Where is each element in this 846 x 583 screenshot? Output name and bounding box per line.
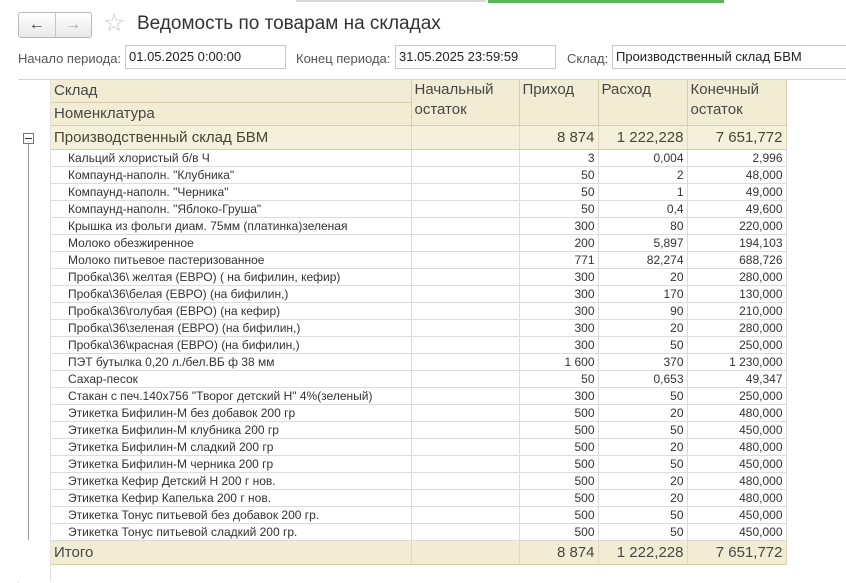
item-closing: 194,103 [687, 235, 786, 252]
item-income: 500 [519, 456, 598, 473]
item-closing: 450,000 [687, 524, 786, 541]
item-opening [411, 388, 519, 405]
item-expense: 20 [598, 473, 687, 490]
item-income: 1 600 [519, 354, 598, 371]
table-row[interactable] [51, 439, 786, 456]
item-name: Молоко питьевое пастеризованное [51, 252, 411, 269]
item-opening [411, 252, 519, 269]
item-closing: 130,000 [687, 286, 786, 303]
item-closing: 480,000 [687, 473, 786, 490]
item-income: 500 [519, 473, 598, 490]
item-income: 500 [519, 422, 598, 439]
item-opening [411, 286, 519, 303]
start-period-label: Начало периода: [18, 51, 122, 66]
item-name: Пробка\36\ желтая (ЕВРО) ( на бифилин, кефир) [51, 269, 411, 286]
item-name: Этикетка Бифилин-М черника 200 гр [51, 456, 411, 473]
item-name: Этикетка Бифилин-М клубника 200 гр [51, 422, 411, 439]
item-name: Этикетка Кефир Капелька 200 г нов. [51, 490, 411, 507]
item-income: 500 [519, 524, 598, 541]
item-opening [411, 490, 519, 507]
item-closing: 250,000 [687, 337, 786, 354]
table-row[interactable] [51, 405, 786, 422]
table-row[interactable] [51, 507, 786, 524]
item-opening [411, 439, 519, 456]
item-income: 771 [519, 252, 598, 269]
item-income: 300 [519, 388, 598, 405]
item-expense: 0,004 [598, 150, 687, 167]
arrow-left-icon: ← [28, 16, 45, 33]
item-name: Крышка из фольги диам. 75мм (платинка)зеленая [51, 218, 411, 235]
item-income: 300 [519, 320, 598, 337]
item-name: Компаунд-наполн. "Яблоко-Груша" [51, 201, 411, 218]
item-name: Этикетка Кефир Детский Н 200 г нов. [51, 473, 411, 490]
forward-button[interactable] [56, 13, 92, 37]
back-button[interactable] [19, 13, 56, 37]
item-closing: 280,000 [687, 269, 786, 286]
table-row[interactable] [51, 218, 786, 235]
header-expense: Расход [598, 80, 687, 126]
item-closing: 49,347 [687, 371, 786, 388]
group-row[interactable] [51, 126, 786, 150]
item-closing: 480,000 [687, 439, 786, 456]
table-row[interactable] [51, 184, 786, 201]
table-row[interactable] [51, 490, 786, 507]
header-opening: Начальный остаток [411, 80, 519, 126]
item-name: Кальций хлористый б/в Ч [51, 150, 411, 167]
table-row[interactable] [51, 150, 786, 167]
top-strip [0, 0, 846, 4]
item-closing: 48,000 [687, 167, 786, 184]
group-income: 8 874 [519, 126, 598, 150]
item-name: ПЭТ бутылка 0,20 л./бел.ВБ ф 38 мм [51, 354, 411, 371]
item-name: Компаунд-наполн. "Клубника" [51, 167, 411, 184]
item-income: 300 [519, 337, 598, 354]
grouping-gutter [18, 80, 51, 582]
item-opening [411, 303, 519, 320]
item-expense: 5,897 [598, 235, 687, 252]
item-income: 50 [519, 371, 598, 388]
item-closing: 480,000 [687, 405, 786, 422]
table-row[interactable] [51, 167, 786, 184]
table-row[interactable] [51, 235, 786, 252]
item-expense: 80 [598, 218, 687, 235]
item-opening [411, 473, 519, 490]
table-row[interactable] [51, 422, 786, 439]
item-expense: 20 [598, 320, 687, 337]
item-name: Этикетка Тонус питьевой без добавок 200 гр. [51, 507, 411, 524]
item-income: 200 [519, 235, 598, 252]
header-closing: Конечный остаток [687, 80, 786, 126]
item-income: 50 [519, 201, 598, 218]
total-label: Итого [51, 541, 411, 565]
item-opening [411, 150, 519, 167]
item-name: Этикетка Тонус питьевой сладкий 200 гр. [51, 524, 411, 541]
item-opening [411, 456, 519, 473]
total-opening [411, 541, 519, 565]
header-nomenclature: Номенклатура [51, 103, 411, 126]
item-closing: 450,000 [687, 507, 786, 524]
item-closing: 280,000 [687, 320, 786, 337]
item-expense: 370 [598, 354, 687, 371]
item-expense: 170 [598, 286, 687, 303]
item-closing: 49,600 [687, 201, 786, 218]
item-name: Пробка\36\голубая (ЕВРО) (на кефир) [51, 303, 411, 320]
table-row[interactable] [51, 303, 786, 320]
item-expense: 0,653 [598, 371, 687, 388]
item-opening [411, 269, 519, 286]
collapse-group-icon[interactable] [23, 133, 34, 144]
item-income: 3 [519, 150, 598, 167]
item-name: Пробка\36\белая (ЕВРО) (на бифилин,) [51, 286, 411, 303]
end-period-label: Конец периода: [296, 51, 391, 66]
item-closing: 688,726 [687, 252, 786, 269]
item-expense: 50 [598, 524, 687, 541]
table-row[interactable] [51, 371, 786, 388]
item-opening [411, 371, 519, 388]
end-period-field[interactable]: 31.05.2025 23:59:59 [395, 45, 556, 69]
item-closing: 210,000 [687, 303, 786, 320]
table-row[interactable] [51, 201, 786, 218]
table-row[interactable] [51, 286, 786, 303]
item-expense: 50 [598, 422, 687, 439]
item-opening [411, 507, 519, 524]
item-name: Стакан с печ.140х756 "Творог детский Н" 4%(зеленый) [51, 388, 411, 405]
item-income: 300 [519, 303, 598, 320]
item-opening [411, 320, 519, 337]
total-income: 8 874 [519, 541, 598, 565]
item-opening [411, 405, 519, 422]
item-closing: 480,000 [687, 490, 786, 507]
item-closing: 450,000 [687, 456, 786, 473]
item-closing: 49,000 [687, 184, 786, 201]
total-expense: 1 222,228 [598, 541, 687, 565]
warehouse-field[interactable]: Производственный склад БВМ [612, 45, 846, 69]
table-row[interactable] [51, 269, 786, 286]
group-closing: 7 651,772 [687, 126, 786, 150]
item-expense: 0,4 [598, 201, 687, 218]
page-title: Ведомость по товарам на складах [137, 13, 441, 34]
table-row[interactable] [51, 320, 786, 337]
item-closing: 1 230,000 [687, 354, 786, 371]
arrow-right-icon: → [65, 16, 82, 33]
item-opening [411, 167, 519, 184]
item-expense: 20 [598, 269, 687, 286]
header-row [51, 80, 786, 103]
table-row[interactable] [51, 388, 786, 405]
item-opening [411, 422, 519, 439]
total-row [51, 541, 786, 565]
group-opening [411, 126, 519, 150]
item-opening [411, 184, 519, 201]
item-name: Пробка\36\красная (ЕВРО) (на бифилин,) [51, 337, 411, 354]
table-row[interactable] [51, 252, 786, 269]
item-income: 300 [519, 218, 598, 235]
item-name: Этикетка Бифилин-М сладкий 200 гр [51, 439, 411, 456]
item-expense: 20 [598, 405, 687, 422]
item-income: 500 [519, 507, 598, 524]
item-expense: 82,274 [598, 252, 687, 269]
table-row[interactable] [51, 337, 786, 354]
item-expense: 90 [598, 303, 687, 320]
item-name: Пробка\36\зеленая (ЕВРО) (на бифилин,) [51, 320, 411, 337]
total-closing: 7 651,772 [687, 541, 786, 565]
item-name: Молоко обезжиренное [51, 235, 411, 252]
item-expense: 1 [598, 184, 687, 201]
item-expense: 50 [598, 388, 687, 405]
table-row[interactable] [51, 524, 786, 541]
item-opening [411, 201, 519, 218]
item-income: 500 [519, 405, 598, 422]
header-warehouse: Склад [51, 80, 411, 103]
item-closing: 250,000 [687, 388, 786, 405]
item-expense: 50 [598, 337, 687, 354]
item-income: 50 [519, 167, 598, 184]
table-row[interactable] [51, 354, 786, 371]
item-income: 500 [519, 439, 598, 456]
navigation-buttons [18, 12, 92, 38]
item-opening [411, 218, 519, 235]
item-income: 300 [519, 286, 598, 303]
warehouse-label: Склад: [567, 51, 609, 66]
item-income: 500 [519, 490, 598, 507]
item-closing: 220,000 [687, 218, 786, 235]
item-expense: 50 [598, 456, 687, 473]
item-income: 50 [519, 184, 598, 201]
item-opening [411, 354, 519, 371]
item-income: 300 [519, 269, 598, 286]
group-expense: 1 222,228 [598, 126, 687, 150]
item-name: Этикетка Бифилин-М без добавок 200 гр [51, 405, 411, 422]
table-row[interactable] [51, 456, 786, 473]
item-opening [411, 337, 519, 354]
active-tab-indicator [488, 0, 724, 3]
start-period-field[interactable]: 01.05.2025 0:00:00 [125, 45, 286, 69]
item-expense: 20 [598, 490, 687, 507]
group-name: Производственный склад БВМ [51, 126, 411, 150]
item-opening [411, 524, 519, 541]
tab-divider [296, 0, 486, 2]
item-expense: 2 [598, 167, 687, 184]
item-closing: 450,000 [687, 422, 786, 439]
header-income: Приход [519, 80, 598, 126]
item-opening [411, 235, 519, 252]
item-name: Компаунд-наполн. "Черника" [51, 184, 411, 201]
group-tree-line [28, 144, 29, 540]
item-name: Сахар-песок [51, 371, 411, 388]
item-expense: 50 [598, 507, 687, 524]
favorite-star-icon[interactable]: ☆ [103, 9, 126, 37]
item-closing: 2,996 [687, 150, 786, 167]
table-row[interactable] [51, 473, 786, 490]
report-table [51, 80, 787, 565]
item-expense: 20 [598, 439, 687, 456]
